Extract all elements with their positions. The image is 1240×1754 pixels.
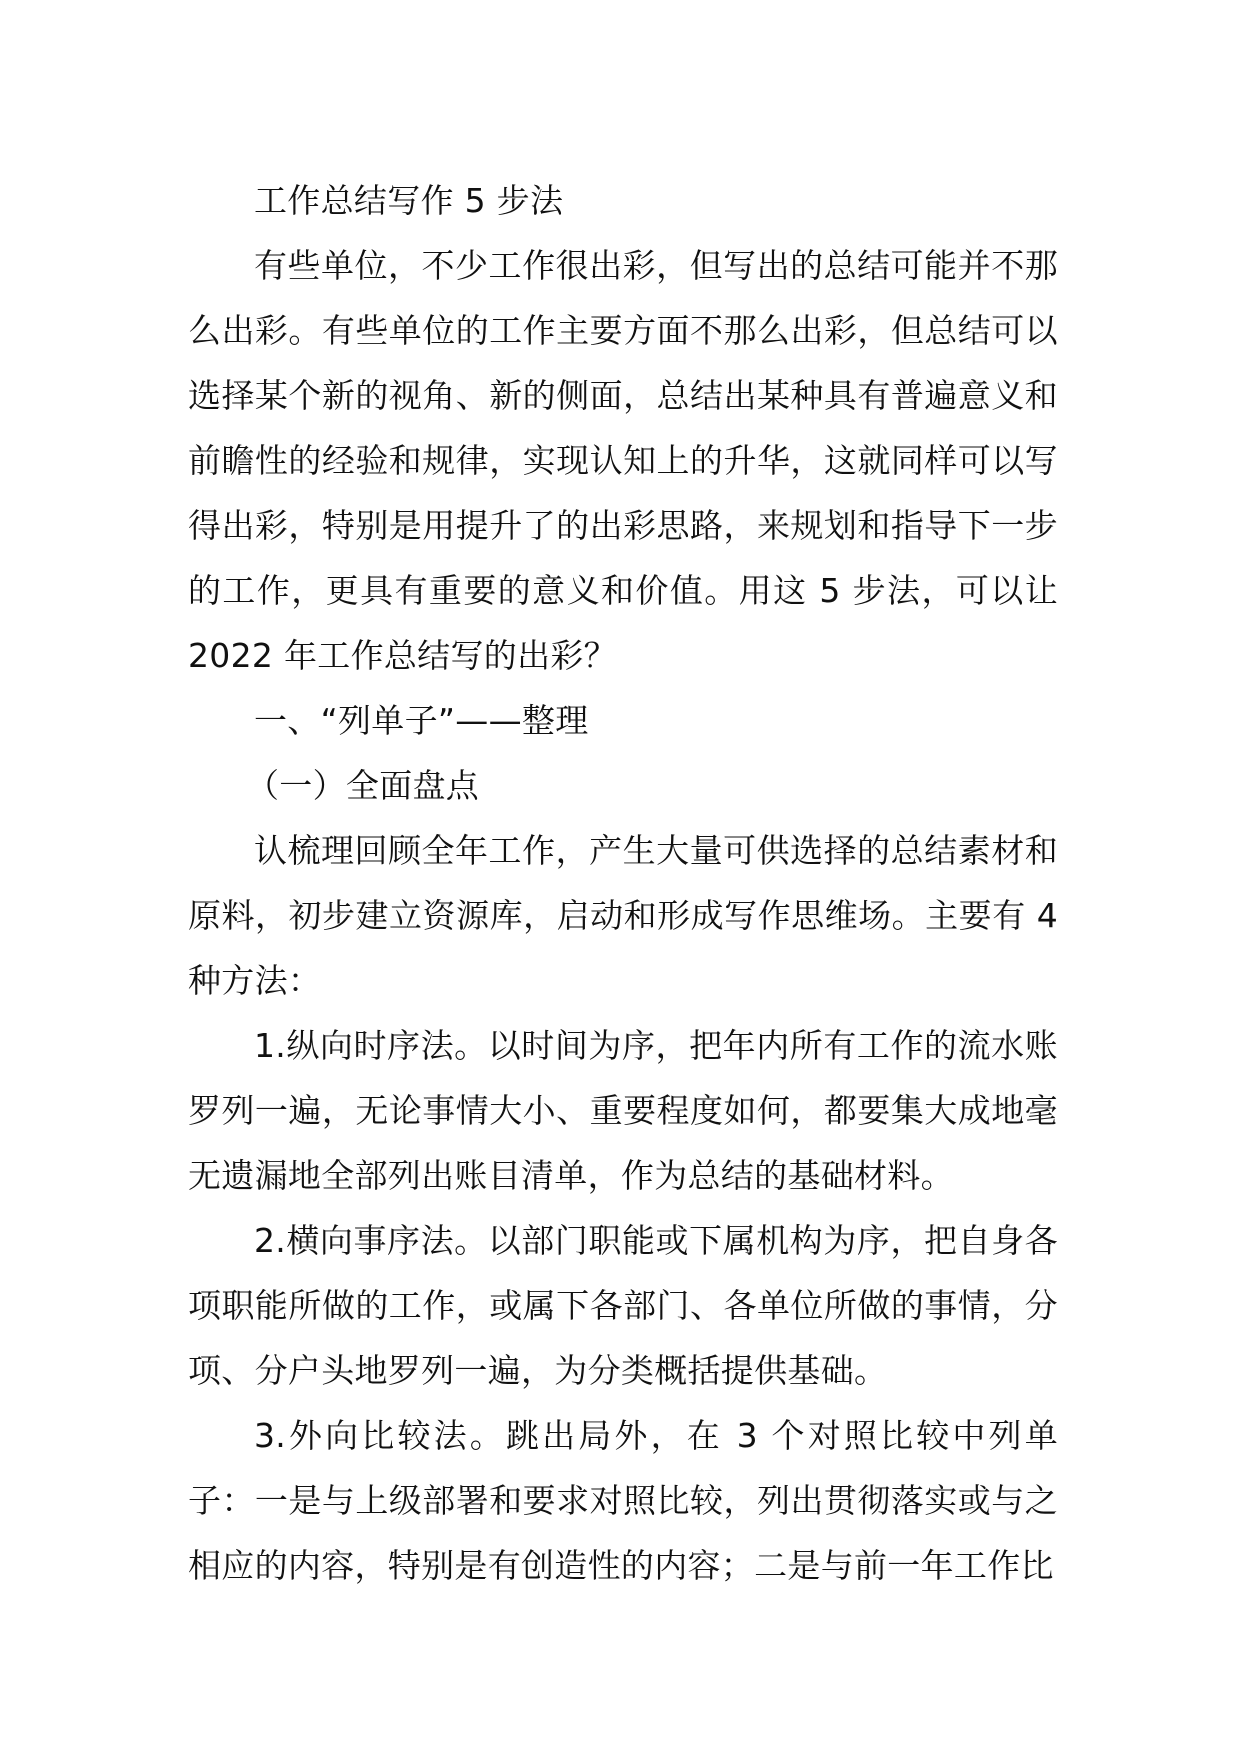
subsection-heading: （一）全面盘点: [246, 766, 480, 805]
method-paragraph-3: 3.外向比较法。跳出局外，在 3 个对照比较中列单子：一是与上级部署和要求对照比较，列出贯彻落实或与之相应的内容，特别是有创造性的内容；二是与前一年工作比: [188, 1416, 1058, 1585]
section-heading: 一、“列单子”——整理: [254, 701, 589, 740]
subsection-intro-paragraph: 认梳理回顾全年工作，产生大量可供选择的总结素材和原料，初步建立资源库，启动和形成写作思维场。主要有 4 种方法：: [188, 831, 1058, 1000]
intro-paragraph: 有些单位，不少工作很出彩，但写出的总结可能并不那么出彩。有些单位的工作主要方面不那么出彩，但总结可以选择某个新的视角、新的侧面，总结出某种具有普遍意义和前瞻性的经验和规律，实现认知上的升华，这就同样可以写得出彩，特别是用提升了的出彩思路，来规划和指导下一步的工作，更具有重要的意义和价值。用这 5 步法，可以让 2022 年工作总结写的出彩？: [188, 246, 1058, 675]
method-paragraph-2: 2.横向事序法。以部门职能或下属机构为序，把自身各项职能所做的工作，或属下各部门、各单位所做的事情，分项、分户头地罗列一遍，为分类概括提供基础。: [188, 1221, 1058, 1390]
document-title: 工作总结写作 5 步法: [254, 181, 564, 220]
document-body: [188, 168, 1058, 1598]
method-paragraph-1: 1.纵向时序法。以时间为序，把年内所有工作的流水账罗列一遍，无论事情大小、重要程度如何，都要集大成地毫无遗漏地全部列出账目清单，作为总结的基础材料。: [188, 1026, 1058, 1195]
